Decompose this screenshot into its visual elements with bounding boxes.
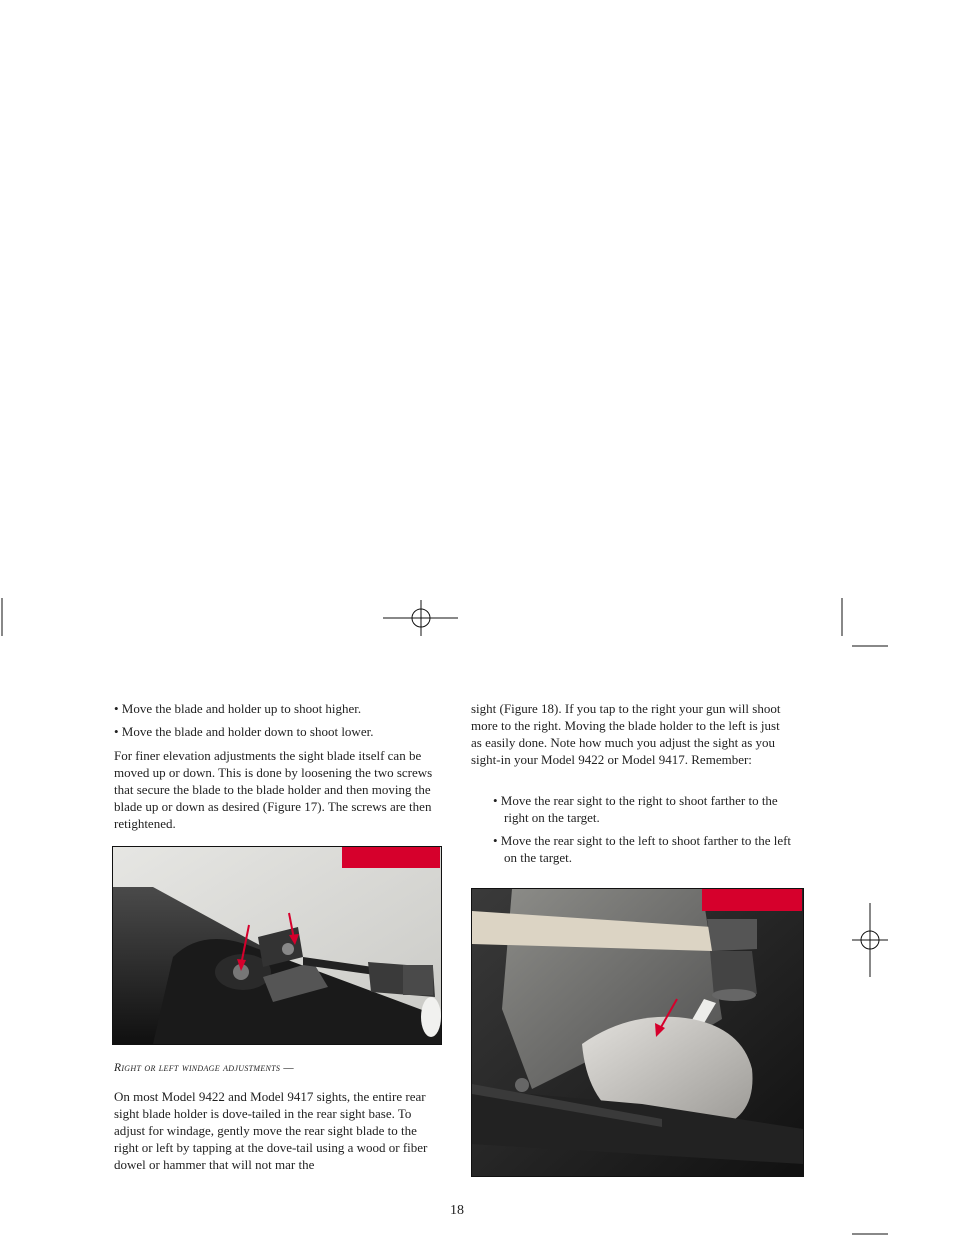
left-bullet-1: • Move the blade and holder up to shoot higher.	[114, 701, 362, 716]
left-paragraph-2: On most Model 9422 and Model 9417 sights, the entire rear sight blade holder is dove-tailed in the rear sight base. To adjust for windage, gently move the rear sight blade to the right or left by tapping at the dove-tail using a wood or fiber dowel or hammer that will not mar the	[114, 1089, 428, 1172]
figure-18-image	[472, 889, 803, 1176]
right-bullet-1: • Move the rear sight to the right to shoot farther to the right on the target.	[493, 793, 778, 825]
figure-17-red-tab	[342, 847, 440, 868]
figure-18-photo	[471, 888, 804, 1177]
left-bullet-2: • Move the blade and holder down to shoot lower.	[114, 724, 374, 739]
left-paragraph-1: For finer elevation adjustments the sight blade itself can be moved up or down. This is done by loosening the two screws that secure the blade to the blade holder and then moving the blade up or down as desired (Figure 17). The screws are then retightened.	[114, 748, 433, 831]
right-paragraph-1: sight (Figure 18). If you tap to the right your gun will shoot more to the right. Moving the blade holder to the left is just as easily done. Note how much you adjust the sight as you sight-in your Model 9422 or Model 9417. Remember:	[471, 701, 781, 767]
figure-17-photo	[112, 846, 442, 1045]
page-number: 18	[450, 1203, 464, 1218]
right-bullet-2: • Move the rear sight to the left to shoot farther to the left on the target.	[493, 833, 792, 865]
figure-18-red-tab	[702, 889, 802, 911]
figure-17-image	[113, 847, 441, 1044]
windage-heading: Right or left windage adjustments —	[114, 1062, 294, 1074]
